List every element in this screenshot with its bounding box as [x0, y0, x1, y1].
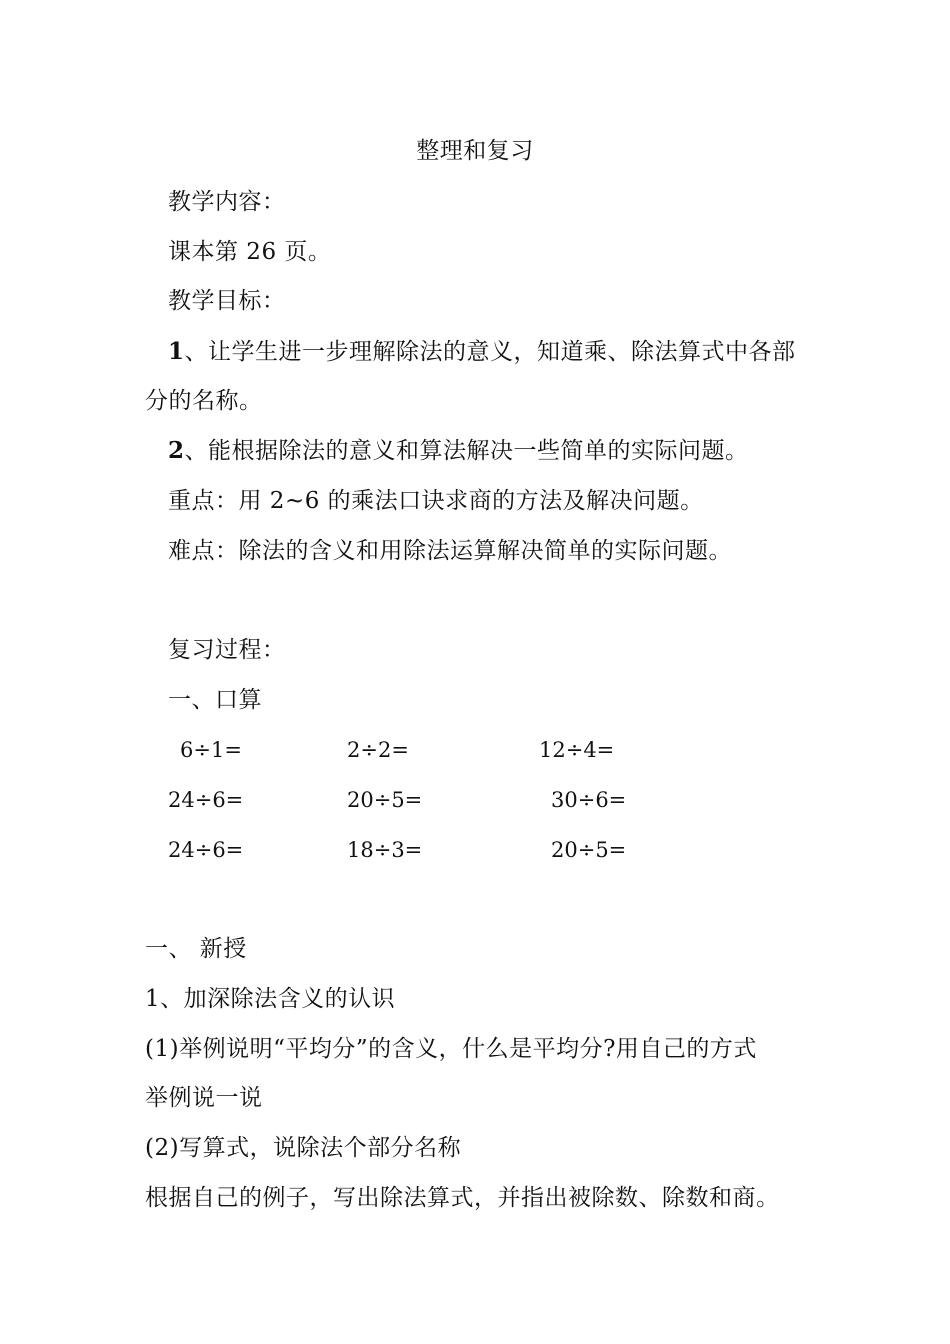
oral-calc-item: 20÷5=	[347, 788, 423, 812]
key-point: 重点：用 2~6 的乘法口诀求商的方法及解决问题。	[168, 488, 704, 514]
teaching-content-heading: 教学内容：	[168, 189, 286, 215]
oral-calc-heading: 一、口算	[168, 687, 262, 713]
goal-1-number: 1	[168, 338, 185, 365]
goal-1-line-1	[168, 337, 796, 367]
oral-calc-item: 24÷6=	[168, 838, 244, 862]
item-2-detail: 根据自己的例子，写出除法算式，并指出被除数、除数和商。	[145, 1185, 780, 1211]
item-1-line-2: 举例说一说	[145, 1085, 263, 1111]
difficult-point: 难点：除法的含义和用除法运算解决简单的实际问题。	[168, 538, 732, 564]
review-heading: 复习过程：	[168, 637, 286, 663]
oral-calc-item: 18÷3=	[347, 838, 423, 862]
oral-calc-item: 24÷6=	[168, 788, 244, 812]
item-1-line-1: (1)举例说明“平均分”的含义，什么是平均分?用自己的方式	[145, 1036, 757, 1062]
oral-calc-item: 12÷4=	[539, 738, 615, 762]
oral-calc-item: 2÷2=	[347, 738, 409, 762]
item-2: (2)写算式，说除法个部分名称	[145, 1135, 462, 1161]
oral-calc-item: 20÷5=	[551, 838, 627, 862]
page-title: 整理和复习	[416, 138, 534, 164]
goal-2-text: 、能根据除法的意义和算法解决一些简单的实际问题。	[184, 438, 749, 464]
teaching-content-text: 课本第 26 页。	[168, 239, 332, 265]
oral-calc-item: 6÷1=	[180, 738, 242, 762]
section-1-heading: 1、加深除法含义的认识	[145, 986, 396, 1012]
goal-1-text: 、让学生进一步理解除法的意义，知道乘、除法算式中各部	[184, 339, 796, 365]
goal-1-line-2: 分的名称。	[145, 388, 263, 414]
teaching-goals-heading: 教学目标：	[168, 288, 286, 314]
goal-2-number: 2	[168, 437, 185, 464]
oral-calc-item: 30÷6=	[551, 788, 627, 812]
goal-2	[168, 436, 749, 466]
new-lesson-heading: 一、 新授	[145, 936, 247, 962]
